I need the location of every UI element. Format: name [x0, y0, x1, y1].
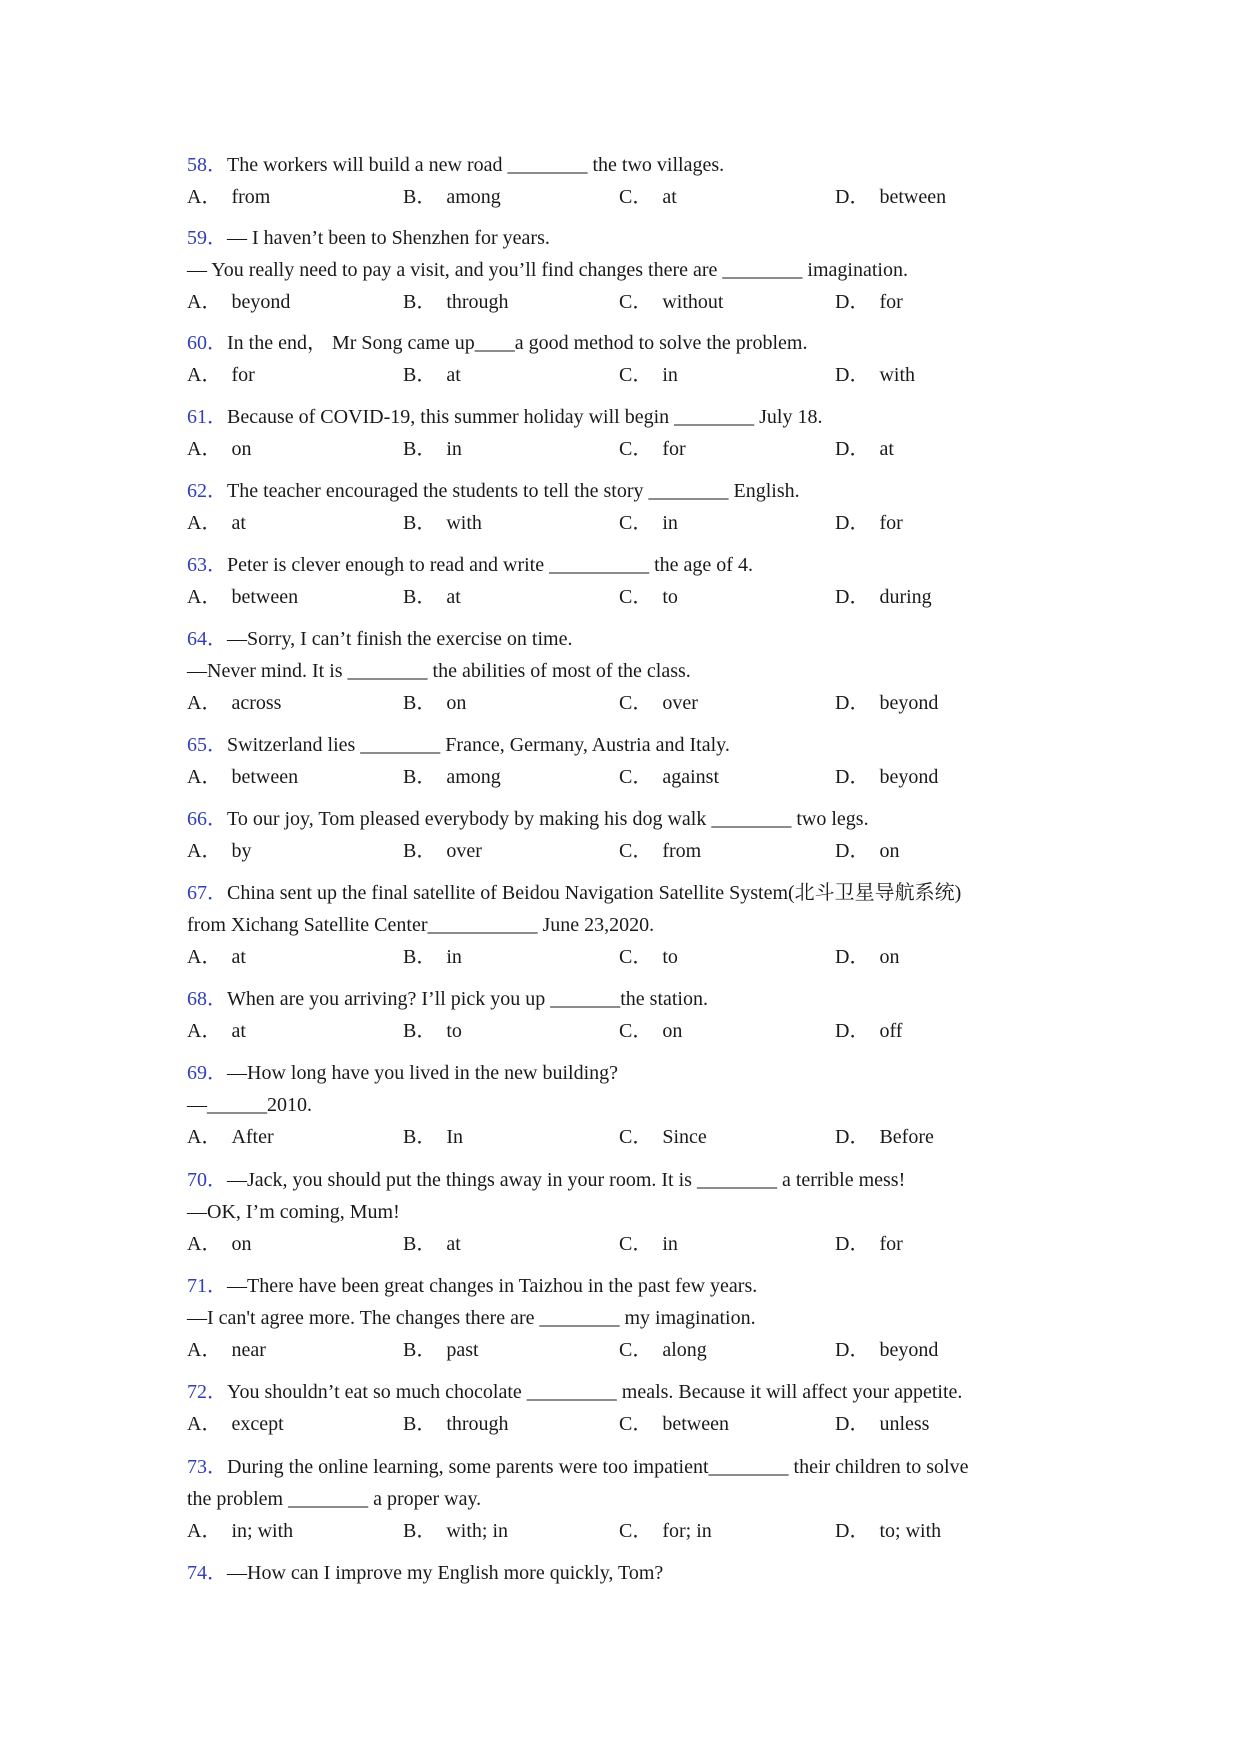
question-71 — [187, 1270, 1087, 1367]
option-d: D． at — [835, 438, 894, 460]
options-row — [187, 181, 1087, 214]
option-d: D． Before — [835, 1126, 934, 1148]
option-a: A． by — [187, 840, 252, 862]
options-row — [187, 433, 1087, 466]
option-a: A． except — [187, 1413, 284, 1435]
option-d: D． between — [835, 186, 947, 208]
option-b: B． through — [403, 1413, 509, 1435]
option-a: A． from — [187, 186, 271, 208]
question-stem-continued: the problem ________ a proper way. — [187, 1488, 482, 1510]
option-b: B． at — [403, 1233, 461, 1255]
question-73 — [187, 1451, 1087, 1548]
option-c: C． at — [619, 186, 677, 208]
options-row — [187, 507, 1087, 540]
question-stem-continued: — You really need to pay a visit, and you’ll find changes there are ________ imagination. — [187, 259, 908, 281]
option-c: C． in — [619, 364, 678, 386]
option-a: A． at — [187, 1020, 246, 1042]
question-stem: 62．The teacher encouraged the students to tell the story ________ English. — [187, 480, 800, 502]
option-a: A． beyond — [187, 291, 291, 313]
question-number: 72． — [187, 1381, 227, 1403]
option-b: B． over — [403, 840, 482, 862]
option-d: D． to; with — [835, 1520, 942, 1542]
option-c: C． Since — [619, 1126, 707, 1148]
question-number: 65． — [187, 734, 227, 756]
option-b: B． in — [403, 946, 462, 968]
option-b: B． to — [403, 1020, 462, 1042]
question-stem-continued: —OK, I’m coming, Mum! — [187, 1201, 400, 1223]
question-stem: 61．Because of COVID-19, this summer holiday will begin ________ July 18. — [187, 406, 823, 428]
option-b: B． at — [403, 586, 461, 608]
options-row — [187, 1121, 1087, 1154]
option-a: A． on — [187, 1233, 252, 1255]
options-row — [187, 581, 1087, 614]
question-stem: 67．China sent up the final satellite of Beidou Navigation Satellite System(北斗卫星导航系统) — [187, 882, 962, 904]
question-stem: 70．—Jack, you should put the things away in your room. It is ________ a terrible mess! — [187, 1169, 906, 1191]
question-number: 62． — [187, 480, 227, 502]
option-b: B． with; in — [403, 1520, 509, 1542]
question-68 — [187, 983, 1087, 1048]
question-64 — [187, 623, 1087, 720]
question-stem-continued: from Xichang Satellite Center___________ June 23,2020. — [187, 914, 655, 936]
question-58 — [187, 149, 1087, 214]
question-stem: 63．Peter is clever enough to read and write __________ the age of 4. — [187, 554, 753, 576]
option-a: A． on — [187, 438, 252, 460]
options-row — [187, 941, 1087, 974]
question-number: 63． — [187, 554, 227, 576]
question-69 — [187, 1057, 1087, 1154]
option-b: B． at — [403, 364, 461, 386]
option-b: B． past — [403, 1339, 479, 1361]
options-row — [187, 1334, 1087, 1367]
question-66 — [187, 803, 1087, 868]
option-d: D． with — [835, 364, 916, 386]
question-stem: 64．—Sorry, I can’t finish the exercise on time. — [187, 628, 573, 650]
question-59 — [187, 222, 1087, 319]
question-stem: 74．—How can I improve my English more quickly, Tom? — [187, 1562, 664, 1584]
option-a: A． in; with — [187, 1520, 294, 1542]
option-c: C． without — [619, 291, 724, 313]
option-b: B． with — [403, 512, 482, 534]
option-c: C． to — [619, 946, 678, 968]
question-number: 69． — [187, 1062, 227, 1084]
option-b: B． among — [403, 186, 501, 208]
option-b: B． among — [403, 766, 501, 788]
option-a: A． near — [187, 1339, 266, 1361]
question-60 — [187, 327, 1087, 392]
option-a: A． between — [187, 586, 299, 608]
question-67 — [187, 877, 1087, 974]
option-d: D． beyond — [835, 692, 939, 714]
option-d: D． for — [835, 1233, 903, 1255]
option-d: D． on — [835, 840, 900, 862]
question-number: 61． — [187, 406, 227, 428]
question-70 — [187, 1164, 1087, 1261]
option-a: A． for — [187, 364, 255, 386]
option-c: C． from — [619, 840, 702, 862]
question-62 — [187, 475, 1087, 540]
question-number: 67． — [187, 882, 227, 904]
option-c: C． over — [619, 692, 698, 714]
option-c: C． between — [619, 1413, 729, 1435]
option-a: A． between — [187, 766, 299, 788]
question-stem-continued: —Never mind. It is ________ the abilities of most of the class. — [187, 660, 691, 682]
option-c: C． for; in — [619, 1520, 712, 1542]
question-63 — [187, 549, 1087, 614]
question-number: 70． — [187, 1169, 227, 1191]
question-number: 58． — [187, 154, 227, 176]
question-72 — [187, 1376, 1087, 1441]
question-stem: 65．Switzerland lies ________ France, Germany, Austria and Italy. — [187, 734, 730, 756]
options-row — [187, 1515, 1087, 1548]
question-stem: 68．When are you arriving? I’ll pick you up _______the station. — [187, 988, 708, 1010]
options-row — [187, 1408, 1087, 1441]
options-row — [187, 1228, 1087, 1261]
question-number: 68． — [187, 988, 227, 1010]
question-stem: 71．—There have been great changes in Taizhou in the past few years. — [187, 1275, 758, 1297]
question-74 — [187, 1557, 1087, 1589]
option-d: D． beyond — [835, 1339, 939, 1361]
question-stem: 58．The workers will build a new road ________ the two villages. — [187, 154, 725, 176]
question-stem: 66．To our joy, Tom pleased everybody by making his dog walk ________ two legs. — [187, 808, 869, 830]
question-stem: 59．— I haven’t been to Shenzhen for years. — [187, 227, 550, 249]
question-stem-continued: —______2010. — [187, 1094, 312, 1116]
question-number: 60． — [187, 332, 227, 354]
option-b: B． In — [403, 1126, 464, 1148]
question-number: 74． — [187, 1562, 227, 1584]
question-stem: 69．—How long have you lived in the new building? — [187, 1062, 619, 1084]
option-b: B． in — [403, 438, 462, 460]
question-stem-continued: —I can't agree more. The changes there are ________ my imagination. — [187, 1307, 756, 1329]
option-c: C． against — [619, 766, 719, 788]
option-a: A． at — [187, 946, 246, 968]
option-c: C． for — [619, 438, 686, 460]
option-d: D． beyond — [835, 766, 939, 788]
options-row — [187, 286, 1087, 319]
option-d: D． for — [835, 512, 903, 534]
question-65 — [187, 729, 1087, 794]
option-b: B． on — [403, 692, 467, 714]
question-number: 64． — [187, 628, 227, 650]
question-stem: 60．In the end， Mr Song came up____a good method to solve the problem. — [187, 332, 808, 354]
options-row — [187, 359, 1087, 392]
option-d: D． unless — [835, 1413, 930, 1435]
option-a: A． at — [187, 512, 246, 534]
question-61 — [187, 401, 1087, 466]
options-row — [187, 687, 1087, 720]
question-number: 66． — [187, 808, 227, 830]
question-stem: 72．You shouldn’t eat so much chocolate _________ meals. Because it will affect your appetite. — [187, 1381, 963, 1403]
option-c: C． on — [619, 1020, 683, 1042]
option-d: D． off — [835, 1020, 903, 1042]
options-row — [187, 835, 1087, 868]
question-number: 59． — [187, 227, 227, 249]
option-c: C． along — [619, 1339, 707, 1361]
option-c: C． in — [619, 512, 678, 534]
options-row — [187, 1015, 1087, 1048]
question-stem: 73．During the online learning, some parents were too impatient________ their children to solve — [187, 1456, 969, 1478]
option-a: A． After — [187, 1126, 274, 1148]
option-d: D． for — [835, 291, 903, 313]
question-number: 73． — [187, 1456, 227, 1478]
options-row — [187, 761, 1087, 794]
option-b: B． through — [403, 291, 509, 313]
question-number: 71． — [187, 1275, 227, 1297]
option-d: D． during — [835, 586, 932, 608]
option-c: C． in — [619, 1233, 678, 1255]
option-c: C． to — [619, 586, 678, 608]
option-d: D． on — [835, 946, 900, 968]
option-a: A． across — [187, 692, 282, 714]
